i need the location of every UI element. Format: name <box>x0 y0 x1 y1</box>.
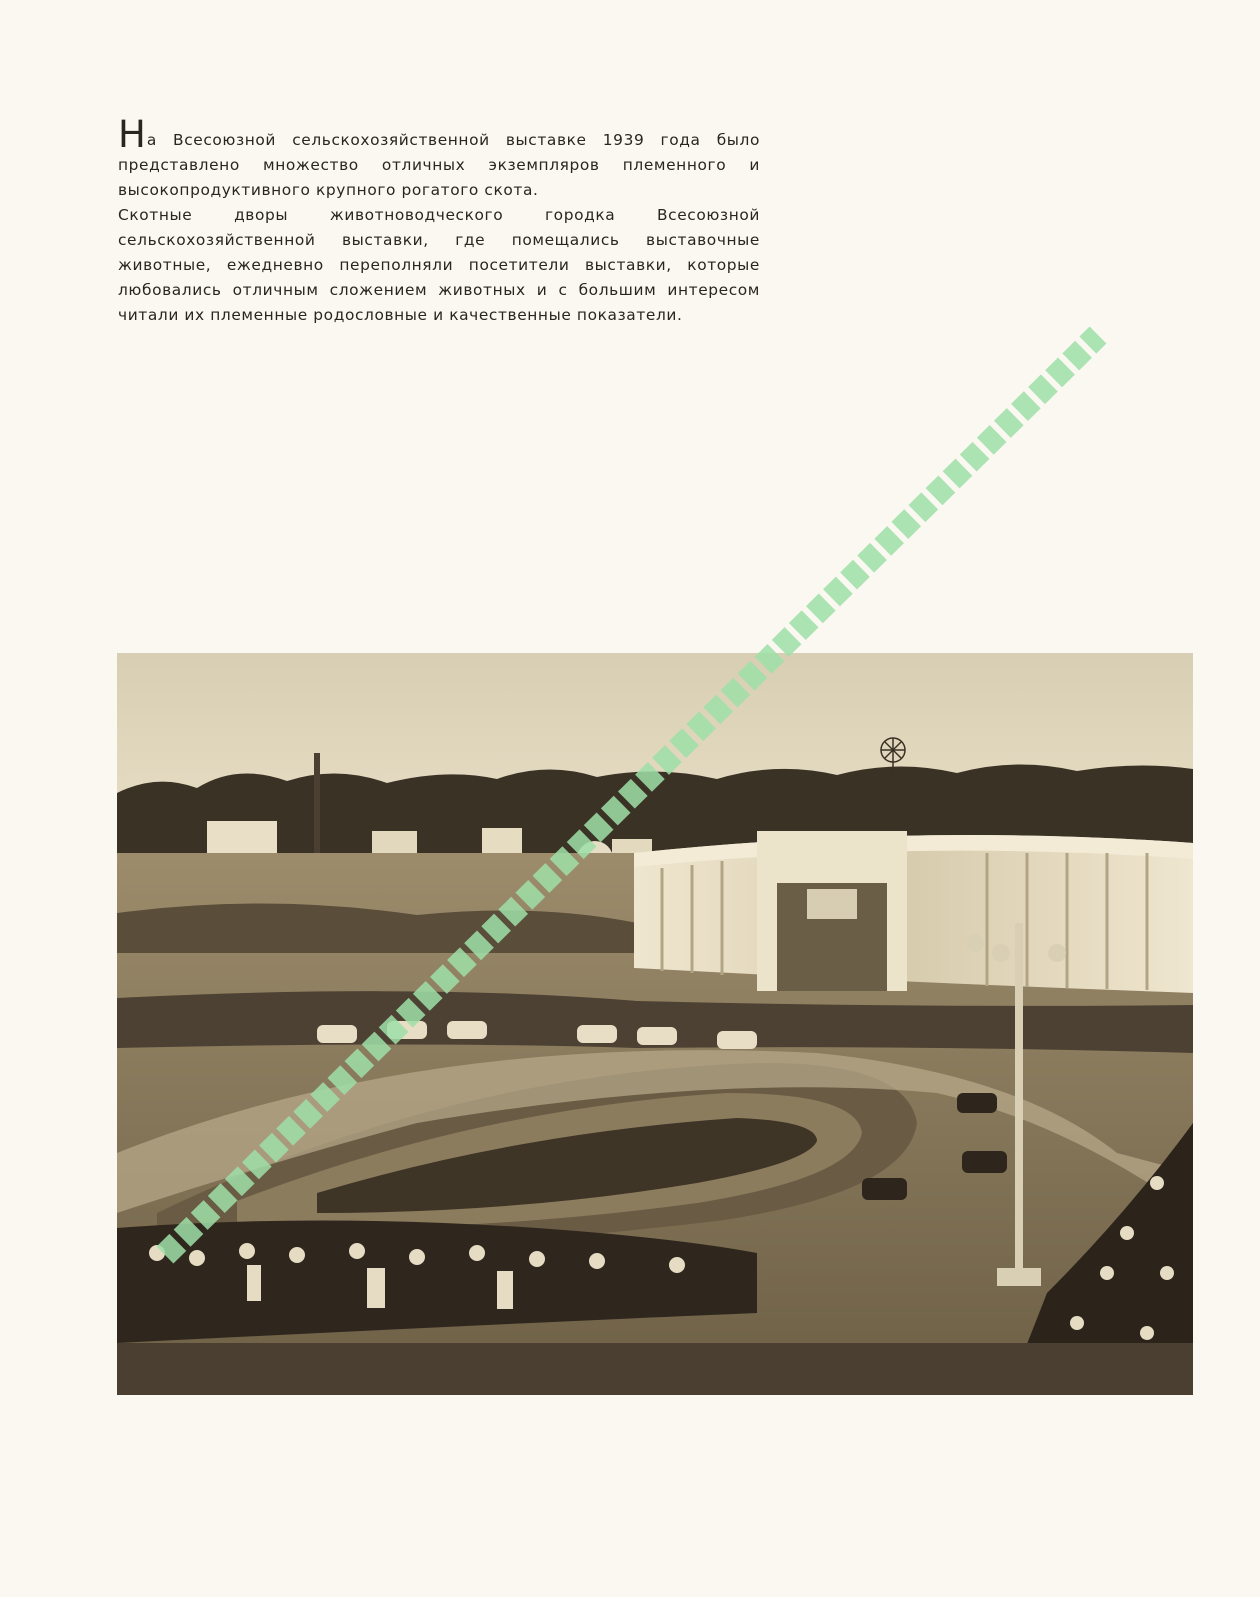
caption-paragraph-1 <box>118 113 760 203</box>
caption-text-block <box>118 113 760 328</box>
exhibition-photograph <box>117 653 1193 1395</box>
foreground-bottom <box>117 1343 1193 1395</box>
drop-cap: Н <box>118 113 146 156</box>
round-pavilion <box>634 831 1193 993</box>
caption-paragraph-2: Скотные дворы животноводческого городка Всесоюзной сельскохозяйственной выставки, где помещались выставочные животные, ежедневно переполняли посетители выставки, которые любовались отличным сложением животных и с большим интересом читали их племенные родословные и качественные показатели. <box>118 206 760 324</box>
caption-paragraph-1-text: а Всесоюзной сельскохозяйственной выставке 1939 года было представлено множество отличных экземпляров племенного и высокопродуктивного крупного рогатого скота. <box>118 131 760 199</box>
photo-illustration <box>117 653 1193 1395</box>
